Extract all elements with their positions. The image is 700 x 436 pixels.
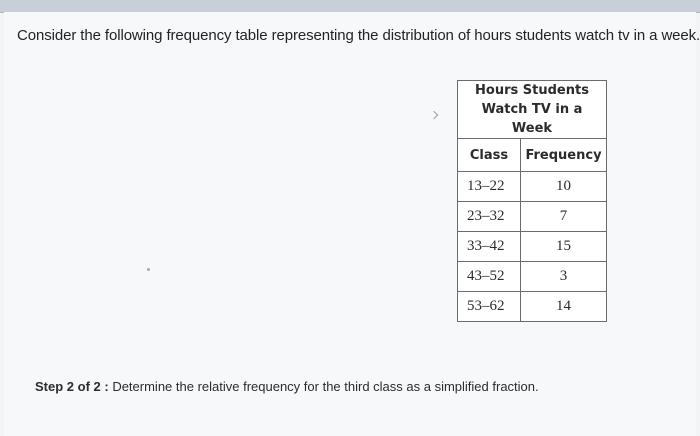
frequency-cell: 3 bbox=[521, 262, 607, 292]
class-cell: 13–22 bbox=[458, 172, 521, 202]
class-cell: 33–42 bbox=[458, 232, 521, 262]
question-prompt: Consider the following frequency table representing the distribution of hours students watch tv in a week. bbox=[17, 27, 700, 44]
class-cell: 23–32 bbox=[458, 202, 521, 232]
table-header-row bbox=[458, 139, 607, 172]
table-title-line-2: Watch TV in a Week bbox=[481, 102, 583, 136]
class-header: Class bbox=[458, 139, 521, 172]
step-text: Determine the relative frequency for the third class as a simplified fraction. bbox=[112, 379, 539, 394]
step-label: Step 2 of 2 : bbox=[35, 379, 109, 394]
table-row bbox=[458, 172, 607, 202]
table-title bbox=[458, 81, 607, 139]
dot-mark-icon bbox=[147, 268, 150, 271]
table-row bbox=[458, 202, 607, 232]
frequency-cell: 14 bbox=[521, 292, 607, 322]
step-instruction bbox=[35, 379, 539, 394]
frequency-cell: 15 bbox=[521, 232, 607, 262]
frequency-header: Frequency bbox=[521, 139, 607, 172]
frequency-cell: 10 bbox=[521, 172, 607, 202]
table-row bbox=[458, 292, 607, 322]
table-row bbox=[458, 232, 607, 262]
frequency-table bbox=[457, 80, 607, 322]
class-cell: 43–52 bbox=[458, 262, 521, 292]
frequency-cell: 7 bbox=[521, 202, 607, 232]
table-title-line-1: Hours Students bbox=[475, 83, 589, 98]
table-caption-row bbox=[458, 81, 607, 139]
class-cell: 53–62 bbox=[458, 292, 521, 322]
table-row bbox=[458, 262, 607, 292]
